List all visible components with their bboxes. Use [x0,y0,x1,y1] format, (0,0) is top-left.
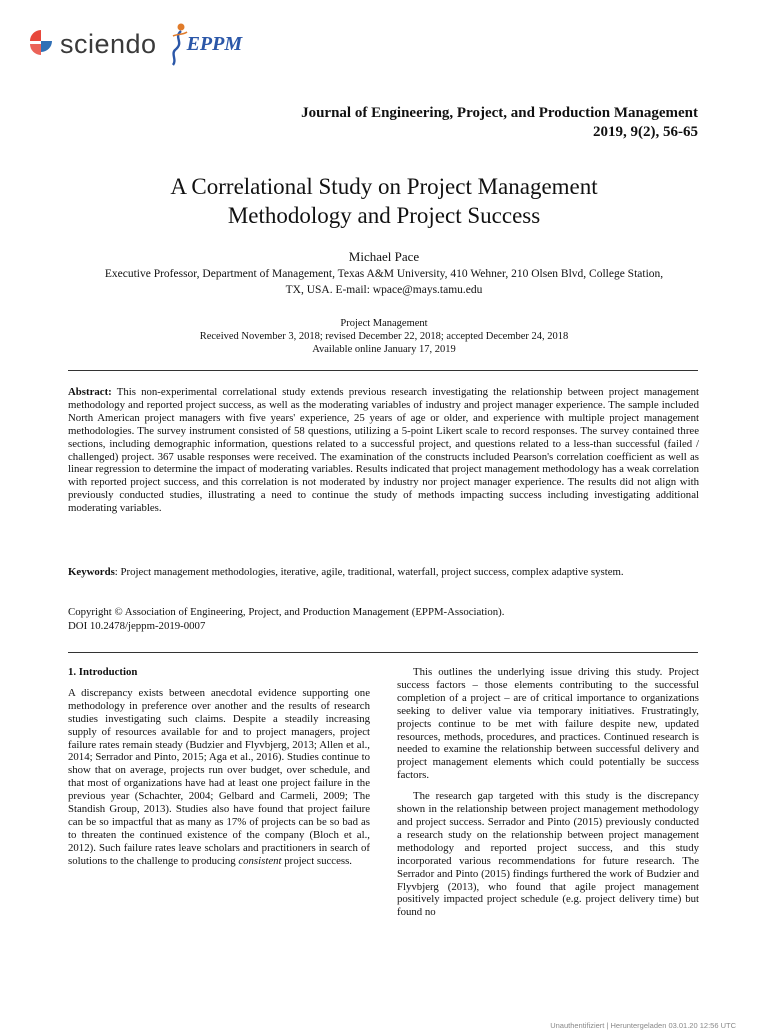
title-line-1: A Correlational Study on Project Management [170,174,598,199]
body-column-right [397,666,699,927]
eppm-logo [167,22,243,66]
sciendo-logo-icon [28,28,54,60]
author-affiliation [68,266,700,298]
doi-line: DOI 10.2478/jeppm-2019-0007 [68,620,206,632]
intro-paragraph-2: This outlines the underlying issue driving this study. Project success factors – those elements contributing to the successful completion of a project – are of critical importance to organizations seeking to deliver value via temporary initiatives. Frustratingly, projects continue to be met with failure despite new, updated resources, methods, procedures, and practices. Continued research is needed to examine the relationship between successful delivery and project management elements which could potentially be success factors. [397,666,699,782]
affiliation-line-2: TX, USA. E-mail: wpace@mays.tamu.edu [285,284,483,296]
article-category: Project Management [340,318,428,329]
intro-paragraph-3: The research gap targeted with this study is the discrepancy shown in the relationship between project management methodology and project success. Serrador and Pinto (2015) previously conducted a research study on the relationship between project management methodology and reported project success, and this study incorporated various recommendations for future research. The Serrador and Pinto (2015) findings furthered the work of Budzier and Flyvbjerg (2013), who found that agile project management positively impacted project schedule (e.g. project delivery time) but found no [397,790,699,919]
copyright-line: Copyright © Association of Engineering, Project, and Production Management (EPPM-Association). [68,606,505,618]
copyright-block [68,605,699,633]
keywords-text: : Project management methodologies, iterative, agile, traditional, waterfall, project success, complex adaptive system. [114,566,624,578]
journal-header [301,104,698,142]
eppm-figure-icon [167,22,189,66]
online-date: Available online January 17, 2019 [312,344,456,355]
journal-citation: 2019, 9(2), 56-65 [593,124,698,140]
article-title [0,172,768,230]
journal-name: Journal of Engineering, Project, and Production Management [301,105,698,121]
keywords [68,566,699,579]
section-heading: 1. Introduction [68,666,138,678]
title-line-2: Methodology and Project Success [227,203,541,228]
intro-paragraph-1: A discrepancy exists between anecdotal evidence supporting one methodology in preference over another and the results of research studies investigating such claims. Despite a steadily increasing supply of resources available for and to project managers, project failure rates remain steady (Budzier and Flyvbjerg, 2013; Allen et al., 2014; Serrador and Pinto, 2015; Aga et al., 2016). Studies continue to show that on average, projects run over budget, over schedule, and that most of organizations have had at least one project failure in the previous year (Schachter, 2004; Gelbard and Carmeli, 2009; The Standish Group, 2013). Studies also have found that project failure can be so impactful that as many as 17% of projects can be so bad as to threaten the continued existence of the company (Bloch et al., 2012). Such failure rates leave scholars and practitioners in search of solutions to the challenge to producing consistent project success. [68,686,370,867]
affiliation-line-1: Executive Professor, Department of Management, Texas A&M University, 410 Wehner, 210 Olsen Blvd, College Station, [104,268,664,280]
abstract-label: Abstract: [68,386,112,398]
divider-top [68,370,698,371]
download-footer: Unauthentifiziert | Heruntergeladen 03.01.20 12:56 UTC [550,1021,736,1030]
keywords-label: Keywords [68,566,115,578]
divider-bottom [68,652,698,653]
abstract [68,386,699,515]
eppm-wordmark: EPPM [186,32,243,55]
author-name: Michael Pace [348,249,420,264]
sciendo-wordmark: sciendo [60,28,157,59]
abstract-text: This non-experimental correlational study extends previous research investigating the relationship between project management methodology and reported project success, as well as the moderating variables of industry and project manager experience. The sample included North American project managers with five years' experience, 25 years of age or older, and experience with multiple project management methodologies. The survey instrument consisted of 58 questions, utilizing a 5-point Likert scale to record responses. The survey contained three sections, including demographic information, questions related to a successful project, and questions related to a less-than successful (failed / challenged) project. 367 usable responses were received. The examination of the constructs included Pearson's correlation coefficient as well as linear regression to determine the impact of moderating variables. Results indicated that project management methodology has a weak correlation with reported project success, and this correlation is not moderated by industry nor project manager experience. The results did not align with previously conducted studies, illustrating a need to continue the study of methods impacting success including investigating additional moderating variables. [68,386,699,515]
header-logos [28,20,242,68]
received-dates: Received November 3, 2018; revised December 22, 2018; accepted December 24, 2018 [199,331,569,342]
article-meta [0,317,768,356]
body-column-left [68,666,370,876]
